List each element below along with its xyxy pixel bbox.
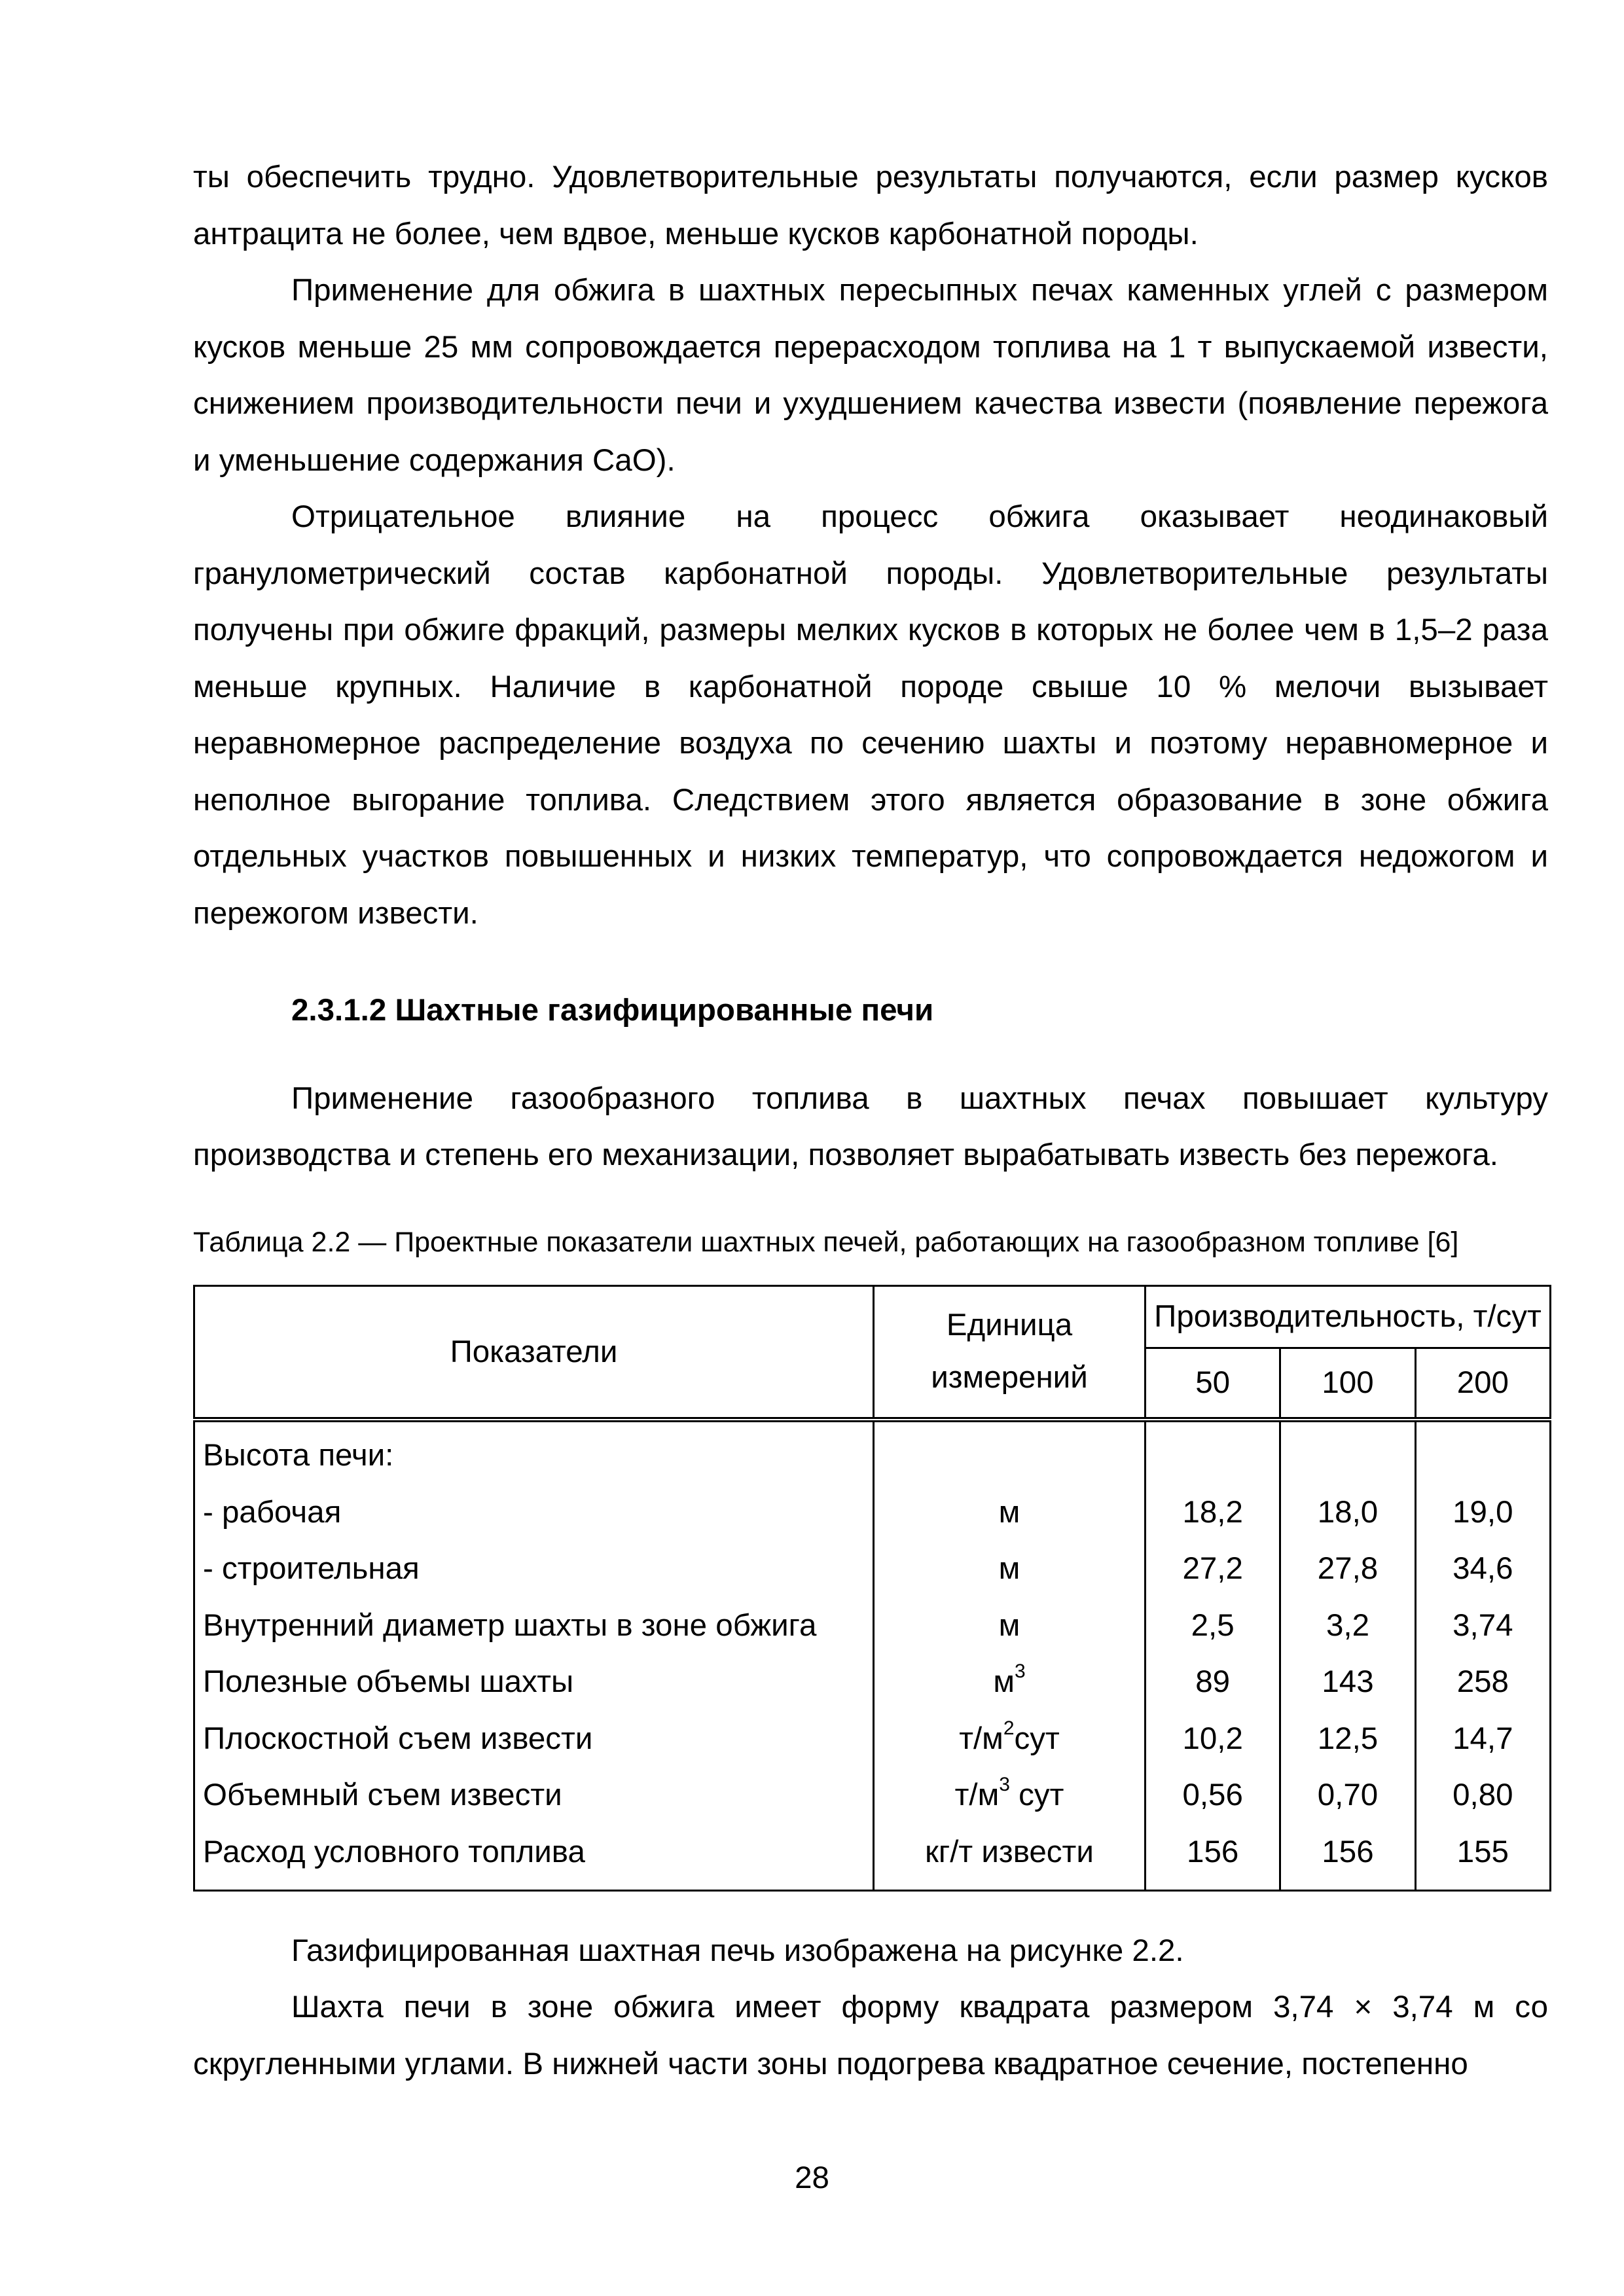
- row-unit-base: м: [998, 1551, 1020, 1587]
- row-indicator: - строительная: [194, 1541, 874, 1598]
- row-value: 12,5: [1280, 1710, 1415, 1767]
- row-unit-superscript: 2: [1003, 1717, 1015, 1739]
- paragraph-granulometry: Отрицательное влияние на процесс обжига оказывает неодинаковый гранулометрический состав карбонатной породы. Удовлетворительные результаты получены при обжиге фракций, размеры мелких кусков в которых не более чем в 1,5–2 раза меньше крупных. Наличие в карбонатной породе свыше 10 % мелочи вызывает неравномерное распределение воздуха по сечению шахты и поэтому неравномерное и неполное выгорание топлива. Следствием этого является образование в зоне обжига отдельных участков повышенных и низких температур, что сопровождается недожогом и пережогом извести.: [193, 499, 1548, 931]
- table-row: [194, 1654, 1551, 1711]
- row-value: 27,2: [1146, 1541, 1280, 1598]
- row-value: [1146, 1420, 1280, 1484]
- page-number: 28: [795, 2161, 829, 2195]
- kiln-parameters-table: [193, 1285, 1551, 1892]
- table-caption: Таблица 2.2 — Проектные показатели шахтных печей, работающих на газообразном топливе [6]: [193, 1226, 1459, 1258]
- row-value: 0,70: [1280, 1767, 1415, 1824]
- row-value: 10,2: [1146, 1710, 1280, 1767]
- row-value: 143: [1280, 1654, 1415, 1711]
- header-unit-line1: Единица: [946, 1308, 1073, 1342]
- table-row: [194, 1710, 1551, 1767]
- header-capacity-50: 50: [1146, 1348, 1280, 1420]
- row-unit: [874, 1597, 1146, 1654]
- row-value: 18,0: [1280, 1484, 1415, 1541]
- row-value: 0,80: [1415, 1767, 1550, 1824]
- row-value: 258: [1415, 1654, 1550, 1711]
- paragraph-gas-fuel: Применение газообразного топлива в шахтных печах повышает культуру производства и степень его механизации, позволяет вырабатывать известь без пережога.: [193, 1081, 1548, 1172]
- table-row: [194, 1597, 1551, 1654]
- row-value: 156: [1280, 1823, 1415, 1890]
- row-value: 3,74: [1415, 1597, 1550, 1654]
- section-heading: 2.3.1.2 Шахтные газифицированные печи: [291, 993, 934, 1028]
- table-body: [194, 1420, 1551, 1891]
- row-unit-base: м: [998, 1494, 1020, 1530]
- row-unit-tail: сут: [1014, 1721, 1060, 1756]
- row-value: 89: [1146, 1654, 1280, 1711]
- row-value: 155: [1415, 1823, 1550, 1890]
- row-value: 156: [1146, 1823, 1280, 1890]
- header-unit: [874, 1285, 1146, 1420]
- row-unit-tail: сут: [1009, 1778, 1064, 1813]
- header-indicators: Показатели: [194, 1285, 874, 1420]
- row-value: [1280, 1420, 1415, 1484]
- paragraph-coal-size: Применение для обжига в шахтных пересыпных печах каменных углей с размером кусков меньше 25 мм сопровождается перерасходом топлива на 1 т выпускаемой извести, снижением производительности печи и ухудшением качества извести (появление пережога и уменьшение содержания CaO).: [193, 273, 1548, 478]
- row-unit-superscript: 3: [999, 1774, 1010, 1796]
- row-unit: [874, 1484, 1146, 1541]
- table-row: [194, 1767, 1551, 1824]
- row-value: [1415, 1420, 1550, 1484]
- row-unit-superscript: 3: [1014, 1660, 1026, 1683]
- row-indicator: Плоскостной съем извести: [194, 1710, 874, 1767]
- table-row: [194, 1420, 1551, 1484]
- row-indicator: Полезные объемы шахты: [194, 1654, 874, 1711]
- row-value: 2,5: [1146, 1597, 1280, 1654]
- row-unit-base: м: [998, 1607, 1020, 1643]
- header-capacity: Производительность, т/сут: [1146, 1285, 1551, 1348]
- row-value: 3,2: [1280, 1597, 1415, 1654]
- row-value: 0,56: [1146, 1767, 1280, 1824]
- paragraph-shaft-shape: Шахта печи в зоне обжига имеет форму квадрата размером 3,74 × 3,74 м со скругленными углами. В нижней части зоны подогрева квадратное сечение, постепенно: [193, 1990, 1548, 2081]
- table-row: [194, 1541, 1551, 1598]
- row-unit: [874, 1541, 1146, 1598]
- row-indicator: Внутренний диаметр шахты в зоне обжига: [194, 1597, 874, 1654]
- row-unit: [874, 1654, 1146, 1711]
- row-value: 27,8: [1280, 1541, 1415, 1598]
- table-row: [194, 1484, 1551, 1541]
- row-value: 14,7: [1415, 1710, 1550, 1767]
- row-indicator: Расход условного топлива: [194, 1823, 874, 1890]
- table-row: [194, 1823, 1551, 1890]
- row-indicator: Объемный съем извести: [194, 1767, 874, 1824]
- row-unit: [874, 1767, 1146, 1824]
- paragraph-continuation: ты обеспечить трудно. Удовлетворительные результаты получаются, если размер кусков антрацита не более, чем вдвое, меньше кусков карбонатной породы.: [193, 160, 1548, 251]
- row-unit-base: м: [993, 1664, 1015, 1700]
- row-unit-base: кг/т извести: [925, 1834, 1094, 1869]
- row-indicator: - рабочая: [194, 1484, 874, 1541]
- header-capacity-200: 200: [1415, 1348, 1550, 1420]
- header-capacity-100: 100: [1280, 1348, 1415, 1420]
- row-unit: [874, 1420, 1146, 1484]
- row-value: 34,6: [1415, 1541, 1550, 1598]
- row-value: 19,0: [1415, 1484, 1550, 1541]
- document-page: [193, 149, 1548, 2092]
- row-unit-base: т/м: [959, 1721, 1003, 1756]
- row-unit-base: т/м: [954, 1778, 1000, 1813]
- row-unit: [874, 1710, 1146, 1767]
- paragraph-figure-ref: Газифицированная шахтная печь изображена на рисунке 2.2.: [291, 1933, 1184, 1968]
- row-value: 18,2: [1146, 1484, 1280, 1541]
- row-unit: [874, 1823, 1146, 1890]
- header-unit-line2: измерений: [931, 1360, 1088, 1395]
- row-indicator: Высота печи:: [194, 1420, 874, 1484]
